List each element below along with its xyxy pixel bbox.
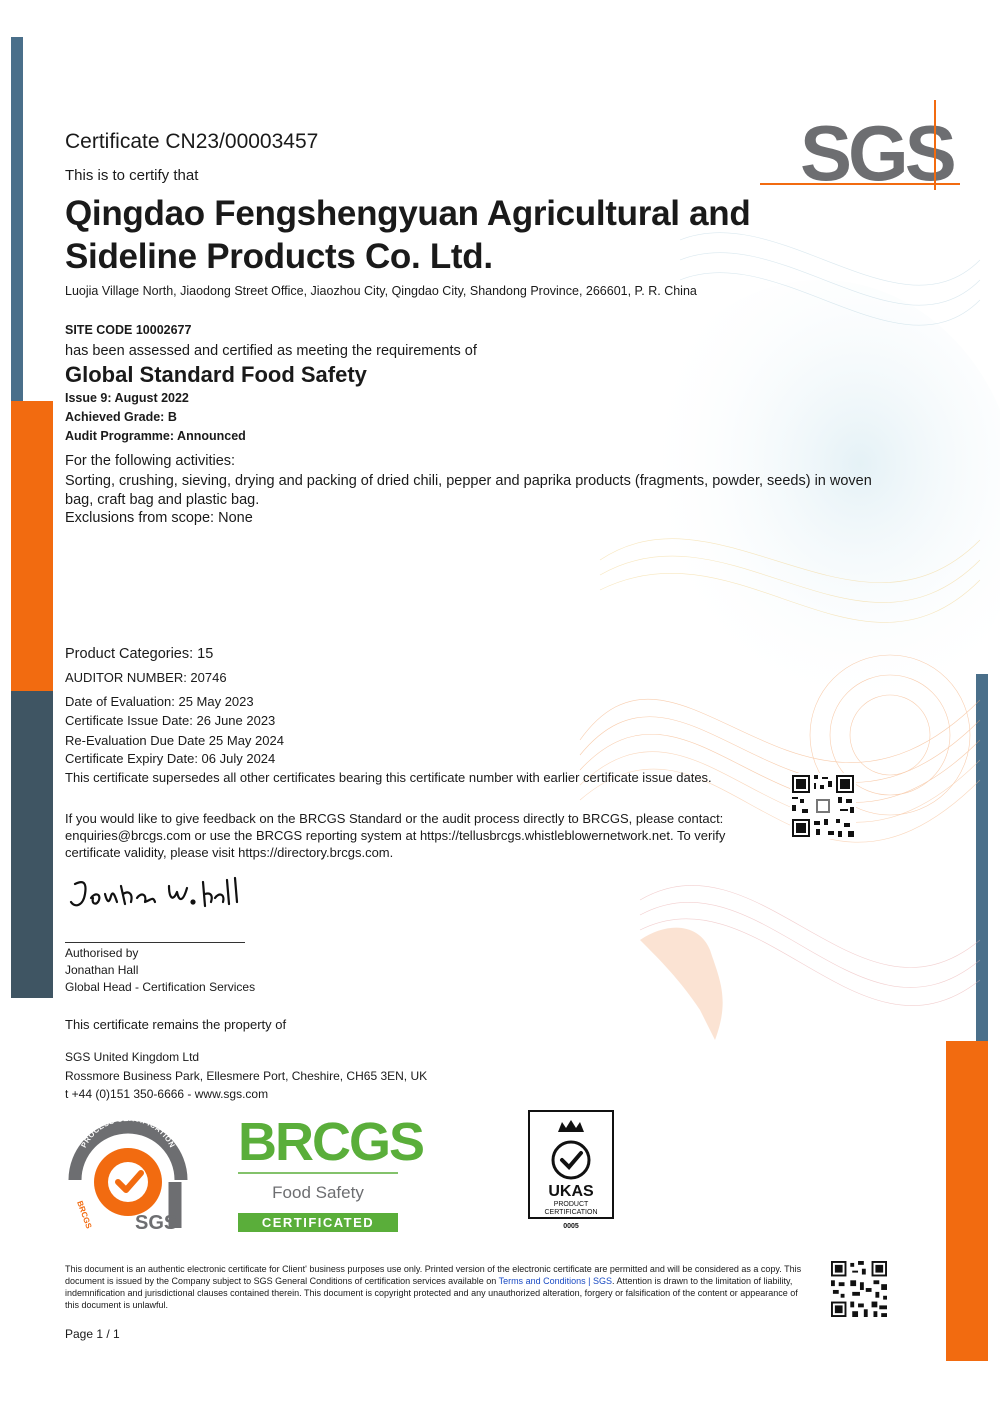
exclusions: Exclusions from scope: None: [65, 510, 253, 526]
footer-qr-code[interactable]: [831, 1261, 887, 1317]
site-code: SITE CODE 10002677: [65, 323, 192, 337]
page-number: Page 1 / 1: [65, 1327, 120, 1341]
brcgs-brand-text: BRCGS: [238, 1112, 424, 1172]
company-address: Luojia Village North, Jiaodong Street Office, Jiaozhou City, Qingdao City, Shandong Province, 266601, P. R. China: [65, 284, 697, 298]
product-categories: Product Categories: 15: [65, 646, 214, 662]
expiry-date: Certificate Expiry Date: 06 July 2024: [65, 751, 276, 766]
organization-name: SGS United Kingdom Ltd: [65, 1050, 200, 1064]
sgs-logo-text: SGS: [800, 109, 953, 197]
ukas-name-text: UKAS: [548, 1183, 594, 1200]
signature-image: [65, 872, 250, 922]
disclaimer-part2: . Attention is drawn to the limitation of liability, indemnification and jurisdictional clauses contained therein. This document is copyright protected and any unauthorized alteration, forgery or falsification of the content or appearance of this document is unlawful.: [65, 1276, 798, 1310]
badge-side-text: BRCGS: [75, 1199, 94, 1230]
ukas-line1-text: PRODUCT: [553, 1201, 589, 1208]
assessed-statement: has been assessed and certified as meeting the requirements of: [65, 343, 477, 359]
brcgs-status-text: CERTIFICATED: [261, 1215, 375, 1230]
legal-disclaimer: [65, 1263, 805, 1311]
brcgs-scheme-text: Food Safety: [272, 1183, 364, 1202]
feedback-notice: If you would like to give feedback on the BRCGS Standard or the audit process directly to BRCGS, please contact: enquiries@brcgs.com or use the BRCGS reporting system at https://tellusbrcgs.whistleblowernetwork.net. To verify certificate validity, please visit https://directory.brcgs.com.: [65, 811, 726, 860]
organization-address: Rossmore Business Park, Ellesmere Port, Cheshire, CH65 3EN, UK: [65, 1069, 428, 1083]
terms-link[interactable]: Terms and Conditions | SGS: [498, 1276, 612, 1286]
reevaluation-date: Re-Evaluation Due Date 25 May 2024: [65, 733, 284, 748]
sgs-logo: [760, 100, 965, 197]
evaluation-date: Date of Evaluation: 25 May 2023: [65, 694, 254, 709]
left-blue-bar: [11, 37, 23, 401]
right-orange-bar: [946, 1041, 988, 1361]
organization-contact: t +44 (0)151 350-6666 - www.sgs.com: [65, 1087, 269, 1101]
signature-line: [65, 942, 245, 943]
brcgs-process-certification-badge: [63, 1110, 193, 1235]
company-name: Qingdao Fengshengyuan Agricultural and Sideline Products Co. Ltd.: [65, 194, 751, 276]
issue-date: Certificate Issue Date: 26 June 2023: [65, 713, 276, 728]
left-orange-bar: [11, 401, 53, 691]
left-slate-bar: [11, 691, 53, 998]
supersedes-notice: This certificate supersedes all other certificates bearing this certificate number with earlier certificate issue dates.: [65, 770, 712, 785]
audit-programme: Audit Programme: Announced: [65, 429, 246, 443]
activities-scope: Sorting, crushing, sieving, drying and packing of dried chili, pepper and paprika products (fragments, powder, seeds) in woven bag, craft bag and plastic bag.: [65, 473, 872, 508]
disclaimer-part1: This document is an authentic electronic certificate for Client' business purposes use only. Printed version of the electronic certificate are permitted and will be considered as a copy. This document is issued by the Company subject to SGS General Conditions of certification services available on: [65, 1264, 802, 1286]
badge-top-text: PROCESS CERTIFICATION: [79, 1113, 177, 1150]
ukas-accreditation-logo: [528, 1110, 614, 1232]
auditor-number: AUDITOR NUMBER: 20746: [65, 670, 227, 685]
ukas-number-text: 0005: [563, 1223, 579, 1230]
property-notice: This certificate remains the property of: [65, 1017, 287, 1032]
authorised-by-label: Authorised by: [65, 946, 139, 960]
ukas-line2-text: CERTIFICATION: [544, 1209, 598, 1216]
badge-sgs-text: SGS: [135, 1212, 178, 1234]
guilloche-background-pattern: [560, 180, 980, 1080]
signatory-name: Jonathan Hall: [65, 963, 139, 977]
verification-qr-code[interactable]: [790, 773, 856, 839]
activities-heading: For the following activities:: [65, 453, 236, 469]
standard-name: Global Standard Food Safety: [65, 362, 367, 387]
certificate-number: Certificate CN23/00003457: [65, 130, 319, 153]
achieved-grade: Achieved Grade: B: [65, 410, 177, 424]
standard-issue: Issue 9: August 2022: [65, 391, 189, 405]
certify-intro: This is to certify that: [65, 167, 199, 184]
brcgs-food-safety-logo: [236, 1110, 424, 1235]
signatory-title: Global Head - Certification Services: [65, 980, 256, 994]
